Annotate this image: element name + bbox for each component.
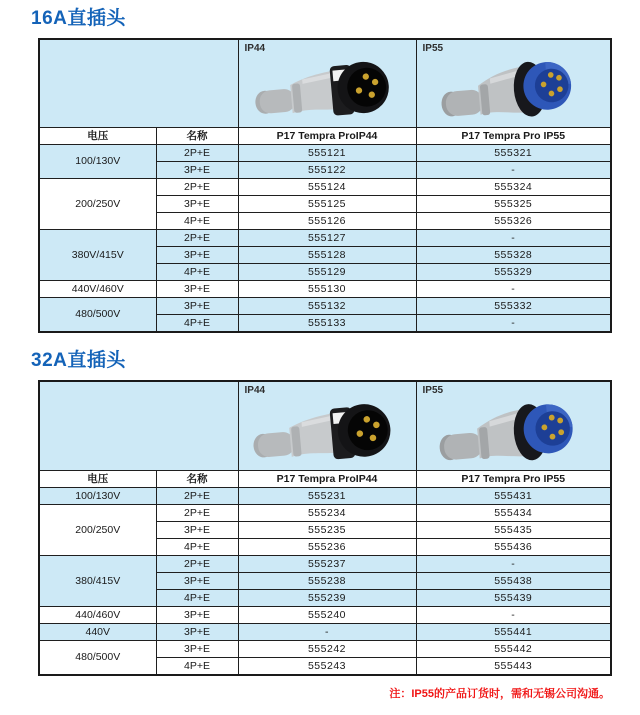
ip44-code-cell: 555127 [238,229,416,246]
ip55-code-cell: 555442 [416,640,611,657]
voltage-cell: 480/500V [39,640,156,675]
pole-config-cell: 2P+E [156,487,238,504]
ip44-code-cell: 555121 [238,144,416,161]
voltage-cell: 200/250V [39,504,156,555]
pole-config-cell: 3P+E [156,640,238,657]
ip55-code-cell: 555441 [416,623,611,640]
pole-config-cell: 3P+E [156,195,238,212]
pole-config-cell: 2P+E [156,144,238,161]
pole-config-cell: 2P+E [156,555,238,572]
column-header-row [39,470,611,487]
ip55-code-cell: - [416,161,611,178]
voltage-header: 电压 [39,127,156,144]
ip44-code-cell: 555129 [238,263,416,280]
pole-config-cell: 3P+E [156,623,238,640]
ip55-code-cell: 555439 [416,589,611,606]
name-header: 名称 [156,127,238,144]
ip55-code-cell: 555434 [416,504,611,521]
section-32a [31,333,610,676]
table-row [39,623,611,640]
table-row [39,178,611,195]
ip55-code-cell: 555326 [416,212,611,229]
ip55-code-cell: 555325 [416,195,611,212]
table-row [39,229,611,246]
ip55-code-cell: 555324 [416,178,611,195]
ip55-code-cell: 555438 [416,572,611,589]
pole-config-cell: 3P+E [156,297,238,314]
ip55-code-cell: 555321 [416,144,611,161]
ip55-code-cell: 555328 [416,246,611,263]
ip44-image-cell [238,381,416,471]
pole-config-cell: 2P+E [156,229,238,246]
pole-config-cell: 4P+E [156,263,238,280]
ip55-plug-image [430,392,596,470]
pole-config-cell: 4P+E [156,657,238,675]
ip55-code-cell: - [416,314,611,332]
ip44-code-cell: 555234 [238,504,416,521]
ip55-image-cell [416,381,611,471]
ip55-series-header: P17 Tempra Pro IP55 [416,470,611,487]
ip44-code-cell: 555238 [238,572,416,589]
ip44-code-cell: 555122 [238,161,416,178]
pole-config-cell: 2P+E [156,504,238,521]
table-body-16a [39,144,611,332]
ip55-code-cell: 555443 [416,657,611,675]
pole-config-cell: 3P+E [156,606,238,623]
ip44-code-cell: 555235 [238,521,416,538]
table-row [39,297,611,314]
ip55-label: IP55 [422,384,444,396]
ip55-code-cell: 555435 [416,521,611,538]
pole-config-cell: 3P+E [156,521,238,538]
pole-config-cell: 3P+E [156,246,238,263]
pole-config-cell: 4P+E [156,212,238,229]
voltage-cell: 380/415V [39,555,156,606]
table-row [39,280,611,297]
ip44-label: IP44 [244,384,266,396]
section-title-16a: 16A直插头 [31,8,126,29]
pole-config-cell: 4P+E [156,538,238,555]
section-16a [31,0,610,333]
voltage-cell: 200/250V [39,178,156,229]
voltage-cell: 440V [39,623,156,640]
table-row [39,606,611,623]
ip44-code-cell: 555236 [238,538,416,555]
voltage-cell: 380V/415V [39,229,156,280]
pole-config-cell: 3P+E [156,572,238,589]
ip55-code-cell: 555332 [416,297,611,314]
product-table-16a [38,38,612,333]
column-header-row [39,127,611,144]
voltage-header: 电压 [39,470,156,487]
ip44-plug-image [244,392,410,470]
ip55-code-cell: - [416,606,611,623]
ip55-code-cell: - [416,555,611,572]
table-row [39,504,611,521]
product-table-32a [38,380,612,676]
table-row [39,487,611,504]
table-row [39,144,611,161]
ip44-code-cell: 555243 [238,657,416,675]
voltage-cell: 100/130V [39,144,156,178]
pole-config-cell: 4P+E [156,314,238,332]
ip44-code-cell: 555128 [238,246,416,263]
ip55-label: IP55 [422,43,444,54]
table-row [39,555,611,572]
pole-config-cell: 3P+E [156,280,238,297]
ip44-code-cell: 555132 [238,297,416,314]
image-row [39,39,611,127]
pole-config-cell: 3P+E [156,161,238,178]
name-header: 名称 [156,470,238,487]
ip44-code-cell: 555237 [238,555,416,572]
image-spacer-cell [39,39,238,127]
ip55-code-cell: 555431 [416,487,611,504]
ip44-code-cell: 555133 [238,314,416,332]
voltage-cell: 480/500V [39,297,156,332]
table-row [39,640,611,657]
ip55-image-cell [416,39,611,127]
ip55-code-cell: - [416,280,611,297]
ip44-label: IP44 [244,43,266,54]
ip55-series-header: P17 Tempra Pro IP55 [416,127,611,144]
ip44-code-cell: 555124 [238,178,416,195]
ip55-code-cell: 555436 [416,538,611,555]
ip55-plug-image [432,50,594,126]
ip44-code-cell: 555240 [238,606,416,623]
voltage-cell: 440/460V [39,606,156,623]
section-title-32a: 32A直插头 [31,349,126,371]
ip44-image-cell [238,39,416,127]
ip55-code-cell: - [416,229,611,246]
ip44-code-cell: 555125 [238,195,416,212]
ip44-code-cell: 555239 [238,589,416,606]
pole-config-cell: 4P+E [156,589,238,606]
voltage-cell: 440V/460V [39,280,156,297]
catalog-page [31,0,610,701]
ip44-code-cell: - [238,623,416,640]
ip55-code-cell: 555329 [416,263,611,280]
ip44-plug-image [246,50,408,126]
voltage-cell: 100/130V [39,487,156,504]
ip44-series-header: P17 Tempra ProIP44 [238,127,416,144]
ip44-code-cell: 555242 [238,640,416,657]
image-spacer-cell [39,381,238,471]
ip44-code-cell: 555126 [238,212,416,229]
ip44-code-cell: 555130 [238,280,416,297]
table-body-32a [39,487,611,675]
pole-config-cell: 2P+E [156,178,238,195]
ip44-series-header: P17 Tempra ProIP44 [238,470,416,487]
footnote: 注：IP55的产品订货时，需和无锡公司沟通。 [389,687,610,700]
image-row [39,381,611,471]
ip44-code-cell: 555231 [238,487,416,504]
